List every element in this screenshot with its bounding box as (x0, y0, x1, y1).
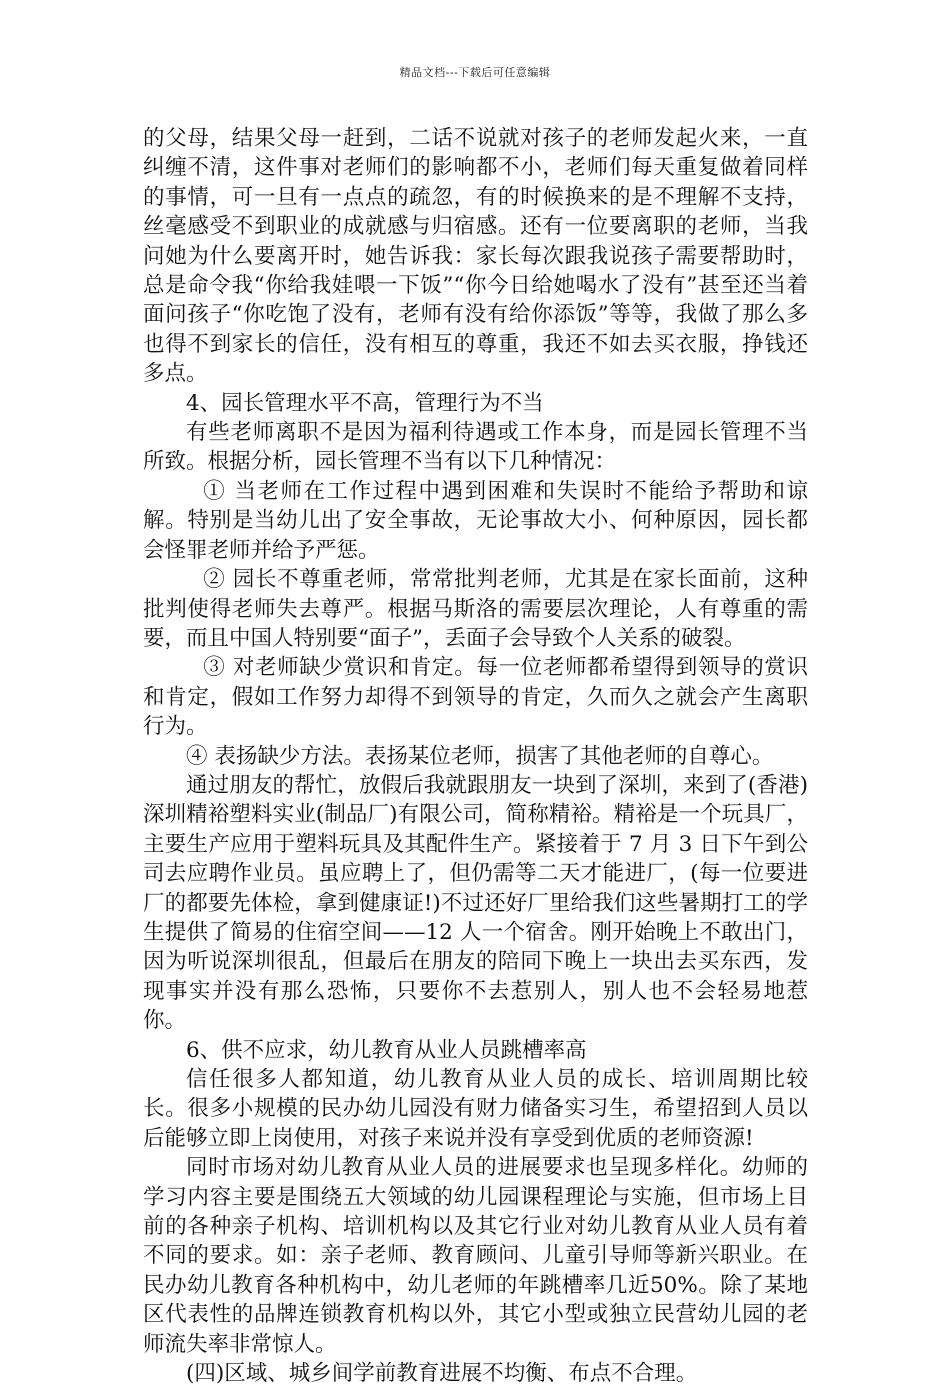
paragraph-shenzhen: 通过朋友的帮忙，放假后我就跟朋友一块到了深圳，来到了(香港)深圳精裕塑料实业(制品厂)有限公司，简称精裕。精裕是一个玩具厂，主要生产应用于塑料玩具及其配件生产。紧接着于 7 月 3 日下午到公司去应聘作业员。虽应聘上了，但仍需等二天才能进厂，(每一位要进厂的都要先体检，拿到健康证!)不过还好厂里给我们这些暑期打工的学生提供了简易的住宿空间——12 人一个宿舍。刚开始晚上不敢出门，因为听说深圳很乱，但最后在朋友的陪同下晚上一块出去买东西，发现事实并没有那么恐怖，只要你不去惹别人，别人也不会轻易地惹你。 (143, 772, 808, 1034)
document-body (143, 124, 808, 1388)
page-header: 精品文档---下载后可任意编辑 (399, 66, 551, 79)
paragraph-parents-conflict: 的父母，结果父母一赶到，二话不说就对孩子的老师发起火来，一直纠缠不清，这件事对老师们的影响都不小，老师们每天重复做着同样的事情，可一旦有一点点的疏忽，有的时候换来的是不理解不支持，丝毫感受不到职业的成就感与归宿感。还有一位要离职的老师，当我问她为什么要离开时，她告诉我：家长每次跟我说孩子需要帮助时，总是命令我“你给我娃喂一下饭”“你今日给她喝水了没有”甚至还当着面问孩子“你吃饱了没有，老师有没有给你添饭”等等，我做了那么多也得不到家长的信任，没有相互的尊重，我还不如去买衣服，挣钱还多点。 (143, 126, 808, 387)
paragraph-market-demands: 同时市场对幼儿教育从业人员的进展要求也呈现多样化。幼师的学习内容主要是围绕五大领域的幼儿园课程理论与实施，但市场上目前的各种亲子机构、培训机构以及其它行业对幼儿教育从业人员有着不同的要求。如：亲子老师、教育顾问、儿童引导师等新兴职业。在民办幼儿教育各种机构中，幼儿老师的年跳槽率几近50%。除了某地区代表性的品牌连锁教育机构以外，其它小型或独立民营幼儿园的老师流失率非常惊人。 (143, 1155, 808, 1357)
section-heading-4: 4、园长管理水平不高，管理行为不当 (186, 390, 544, 416)
list-item-1: ① 当老师在工作过程中遇到困难和失误时不能给予帮助和谅解。特别是当幼儿出了安全事故，无论事故大小、何种原因，园长都会怪罪老师并给予严惩。 (143, 478, 808, 563)
section-heading-iv: (四)区域、城乡间学前教育进展不均衡、布点不合理。 (186, 1361, 698, 1387)
paragraph-management-intro: 有些老师离职不是因为福利待遇或工作本身，而是园长管理不当所致。根据分析，园长管理不当有以下几种情况： (143, 420, 808, 475)
paragraph-training-cycle: 信任很多人都知道，幼儿教育从业人员的成长、培训周期比较长。很多小规模的民办幼儿园没有财力储备实习生，希望招到人员以后能够立即上岗使用，对孩子来说并没有享受到优质的老师资源! (143, 1067, 808, 1151)
list-item-2: ② 园长不尊重老师，常常批判老师，尤其是在家长面前，这种批判使得老师失去尊严。根据马斯洛的需要层次理论，人有尊重的需要，而且中国人特别要“面子”，丢面子会导致个人关系的破裂。 (143, 567, 808, 651)
section-heading-6: 6、供不应求，幼儿教育从业人员跳槽率高 (186, 1037, 587, 1063)
list-item-3: ③ 对老师缺少赏识和肯定。每一位老师都希望得到领导的赏识和肯定，假如工作努力却得不到领导的肯定，久而久之就会产生离职行为。 (143, 655, 808, 740)
list-item-4: ④ 表扬缺少方法。表扬某位老师，损害了其他老师的自尊心。 (186, 743, 774, 769)
